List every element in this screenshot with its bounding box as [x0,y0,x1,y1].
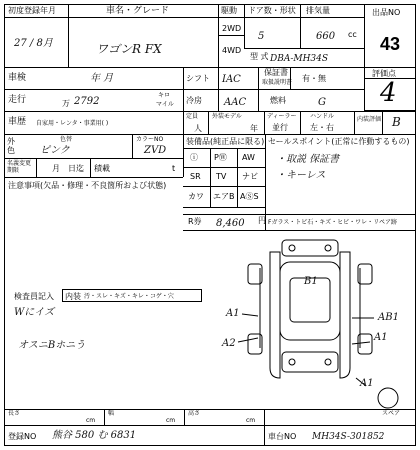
handle-label: ハンドル [310,113,335,120]
mileage-label: 走行 [8,95,27,105]
dealer-value: 並行 [272,123,288,132]
length-unit: cm [86,417,96,424]
equip-navi: ナビ [242,172,258,181]
history-label: 車歴 [8,117,27,127]
recycle-value: 8,460 [216,218,245,229]
equip-tv: TV [216,172,227,181]
grade-label: 評価点 [372,69,396,78]
diagram-mark-ab1: AB1 [378,312,399,323]
equip-pw: PⓌ [214,153,227,162]
recycle-unit: 円 [258,216,266,225]
inspector-label: 検査員記入 [14,292,54,301]
drive-label: 駆動 [221,6,237,15]
loading-unit: t [172,164,176,173]
color-no-label: カラーNO [136,136,164,143]
transfer-day: 日迄 [68,164,84,173]
width-label: 幅 [108,410,115,417]
model-year-label: 外装モデル [212,113,242,120]
first-registration-value: 27 / 8月 [14,38,53,49]
equip-sr: SR [190,172,201,181]
chassis-value: MH34S-301852 [312,432,385,442]
fuel-value: G [318,97,326,108]
inspector-note-1: Wにイズ [14,307,55,318]
drive-2wd: 2WD [222,24,242,33]
model-value: DBA-MH34S [270,54,329,64]
displacement-label: 排気量 [306,6,330,15]
capacity-unit: 人 [194,124,202,133]
diagram-mark-b1: B1 [304,276,318,287]
ac-label: 冷房 [186,96,202,105]
car-name-label: 車名・グレード [106,6,170,16]
sales-points-label: セールスポイント(正常に作動するもの) [268,137,410,146]
warranty-sub: 取扱説明書 [262,79,293,86]
height-label: 高さ [188,410,201,417]
registration-label: 登録NO [8,432,37,441]
displacement-unit: cc [348,30,357,39]
inspector-note-2: オスニBホニう [18,340,86,351]
diagram-mark-a2: A2 [222,338,236,349]
interior-grade-value: B [392,115,401,129]
diagram-mark-a1-left: A1 [226,308,240,319]
color-value: ピンク [40,145,70,156]
chassis-label: 車台NO [268,432,297,441]
equip-leather: カワ [188,192,204,201]
shift-value: IAC [222,74,241,85]
spare-label: スペア [382,410,401,417]
inspection-label: 車検 [8,73,27,83]
glass-row: Fガラス・トビ石・キズ・ヒビ・ワレ・リペア跡 [268,219,398,226]
width-unit: cm [166,417,176,424]
registration-value: 熊谷 580 む 6831 [52,430,137,441]
drive-4wd: 4WD [222,46,242,55]
door-label: ドア数・形状 [248,6,296,15]
color-change-label: 色替 [60,136,73,143]
diagram-mark-a1-right: A1 [374,332,388,343]
inspector-options: 汚・スレ・キズ・キレ・コゲ・穴 [84,293,174,300]
fuel-label: 燃料 [270,96,286,105]
diagram-mark-a1-rear: A1 [360,378,374,389]
equip-sr-circle: ⓘ [190,153,198,162]
inspector-interior-tag: 内装 [65,292,81,301]
sales-point-2: ・キーレス [276,170,326,181]
car-name-value: ワゴンR FX [96,42,162,56]
grade-value: 4 [380,78,397,108]
ac-value: AAC [224,97,247,108]
color-no-value: ZVD [144,145,167,156]
shift-label: シフト [186,74,210,83]
equip-airbag: エアB [213,192,235,201]
equip-abs: AⓈS [240,192,259,201]
transfer-month: 月 [52,164,60,173]
lot-number: 43 [380,34,401,54]
color-label: 外色 [7,137,15,155]
car-body-diagram [210,238,410,418]
transfer-label: 名義変更期限 [7,160,32,174]
equip-aw: AW [242,153,255,162]
warranty-label: 保証書 [264,68,288,77]
mileage-unit-km: キロ [158,92,171,99]
notes-label: 注意事項(欠品・修理・不良箇所および状態) [8,181,167,190]
inspection-value: 年 月 [90,73,114,84]
displacement-value: 660 [316,31,336,42]
equipment-label: 装備品(純正品に限る) [186,137,265,146]
mileage-unit-mile: マイル [156,101,174,108]
model-label: 型 式 [250,52,269,61]
length-label: 長さ [8,410,21,417]
history-options: 自家用・レンタ・事業用( ) [36,120,109,127]
handle-value: 左・右 [310,123,334,132]
mileage-value: 2792 [74,96,100,107]
interior-grade-label: 内装評価 [357,116,382,123]
dealer-label: ディーラー [267,113,297,120]
model-year-unit: 年 [250,124,258,133]
capacity-label: 定員 [186,113,199,120]
lot-label: 出品NO [372,8,401,17]
mileage-unit-man: 万 [62,99,70,108]
doors-value: 5 [258,31,265,42]
loading-label: 積載 [94,164,110,173]
first-registration-label: 初度登録年月 [8,6,56,15]
warranty-options: 有・無 [302,74,326,83]
sales-point-1: ・取説 保証書 [276,154,340,165]
height-unit: cm [246,417,256,424]
recycle-label: R券 [188,217,202,226]
